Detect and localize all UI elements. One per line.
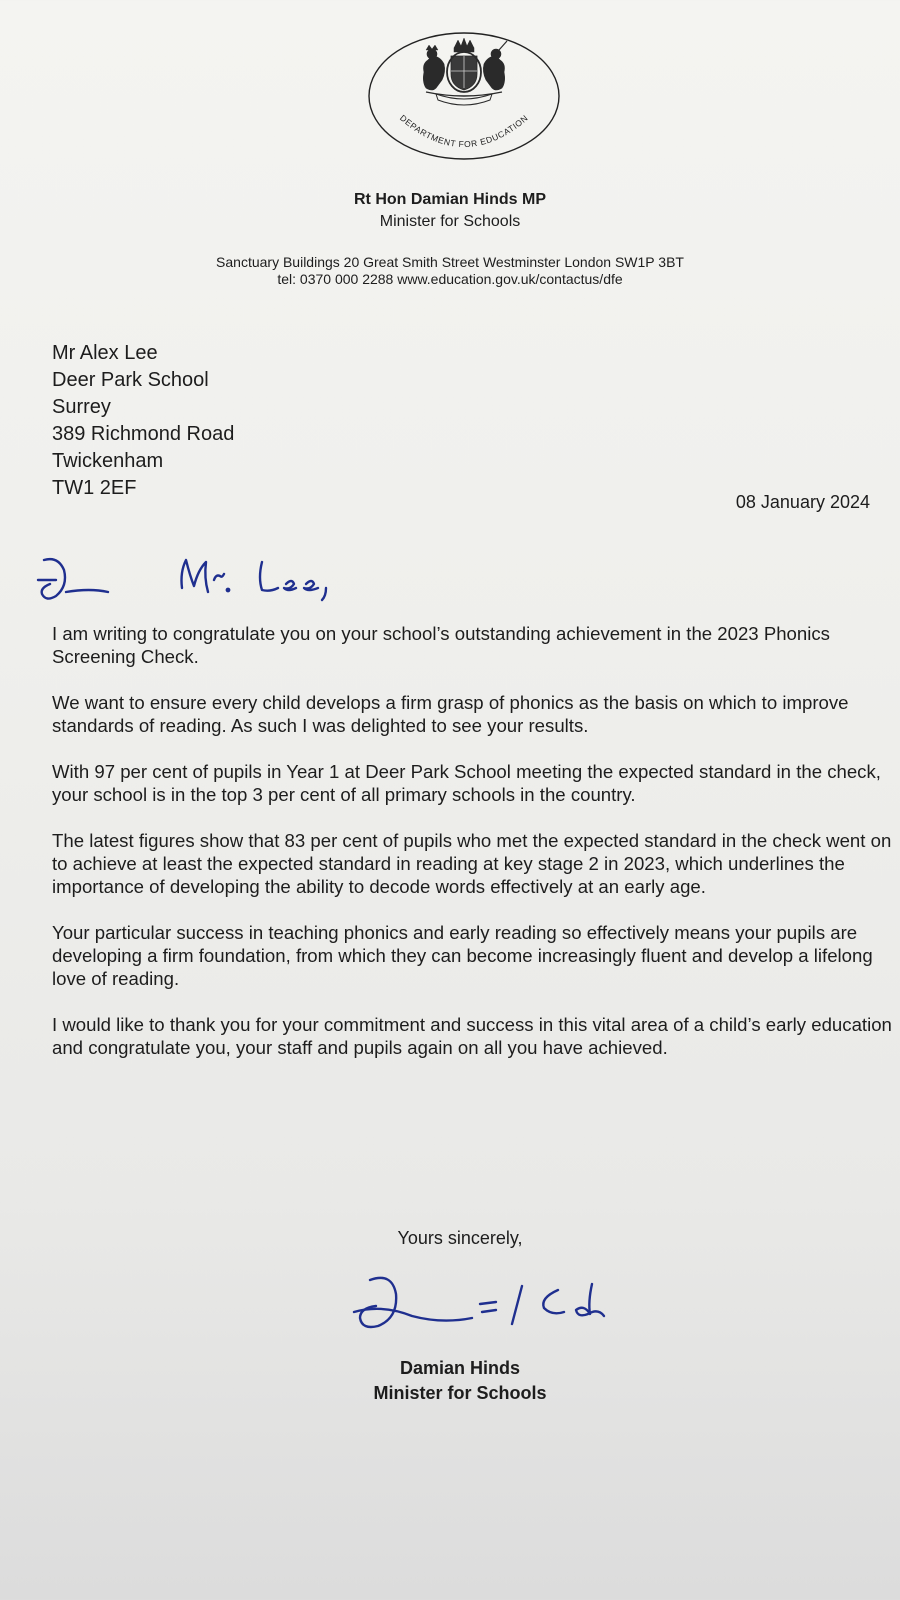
signature bbox=[352, 1268, 622, 1348]
svg-text:DEPARTMENT FOR EDUCATION: DEPARTMENT FOR EDUCATION bbox=[397, 112, 531, 150]
sender-address: Sanctuary Buildings 20 Great Smith Street Westminster London SW1P 3BT bbox=[216, 254, 684, 270]
signature-image bbox=[352, 1268, 622, 1348]
body-paragraph: Your particular success in teaching phonics and early reading so effectively means your pupils are developing a firm foundation, from which they can become increasingly fluent and develop a lifelong love of reading. bbox=[52, 922, 873, 989]
department-crest-logo bbox=[366, 30, 562, 162]
sender-name: Rt Hon Damian Hinds MP bbox=[353, 191, 546, 208]
recipient-line: Twickenham bbox=[52, 450, 164, 472]
body-paragraph: With 97 per cent of pupils in Year 1 at Deer Park School meeting the expected standard in the check, your school is in the top 3 per cent of all primary schools in the country. bbox=[52, 761, 881, 805]
body-paragraph: I am writing to congratulate you on your school’s outstanding achievement in the 2023 Phonics Screening Check. bbox=[52, 623, 830, 667]
letter-body bbox=[52, 622, 892, 1082]
handwritten-salutation-image bbox=[30, 548, 350, 618]
body-paragraph: The latest figures show that 83 per cent of pupils who met the expected standard in the check went on to achieve at least the expected standard in reading at key stage 2 in 2023, which underlines the importance of developing the ability to decode words effectively at an early age. bbox=[52, 830, 892, 897]
valediction: Yours sincerely, bbox=[397, 1228, 523, 1248]
recipient-line: Deer Park School bbox=[52, 369, 209, 391]
sender-role: Minister for Schools bbox=[379, 213, 521, 230]
recipient-line: 389 Richmond Road bbox=[52, 423, 235, 445]
signer-name: Damian Hinds bbox=[399, 1358, 521, 1378]
recipient-line: Mr Alex Lee bbox=[52, 342, 158, 364]
recipient-line: Surrey bbox=[52, 396, 111, 418]
signer-role: Minister for Schools bbox=[373, 1383, 547, 1403]
handwritten-salutation bbox=[30, 548, 350, 618]
sender-contact: tel: 0370 000 2288 www.education.gov.uk/contactus/dfe bbox=[277, 271, 623, 287]
recipient-line: TW1 2EF bbox=[52, 477, 137, 499]
crest-icon bbox=[366, 30, 562, 162]
body-paragraph: I would like to thank you for your commitment and success in this vital area of a child’s early education and congratulate you, your staff and pupils again on all you have achieved. bbox=[52, 1014, 892, 1058]
recipient-address bbox=[52, 340, 234, 502]
letter-date: 08 January 2024 bbox=[735, 492, 870, 512]
body-paragraph: We want to ensure every child develops a firm grasp of phonics as the basis on which to improve standards of reading. As such I was delighted to see your results. bbox=[52, 692, 849, 736]
